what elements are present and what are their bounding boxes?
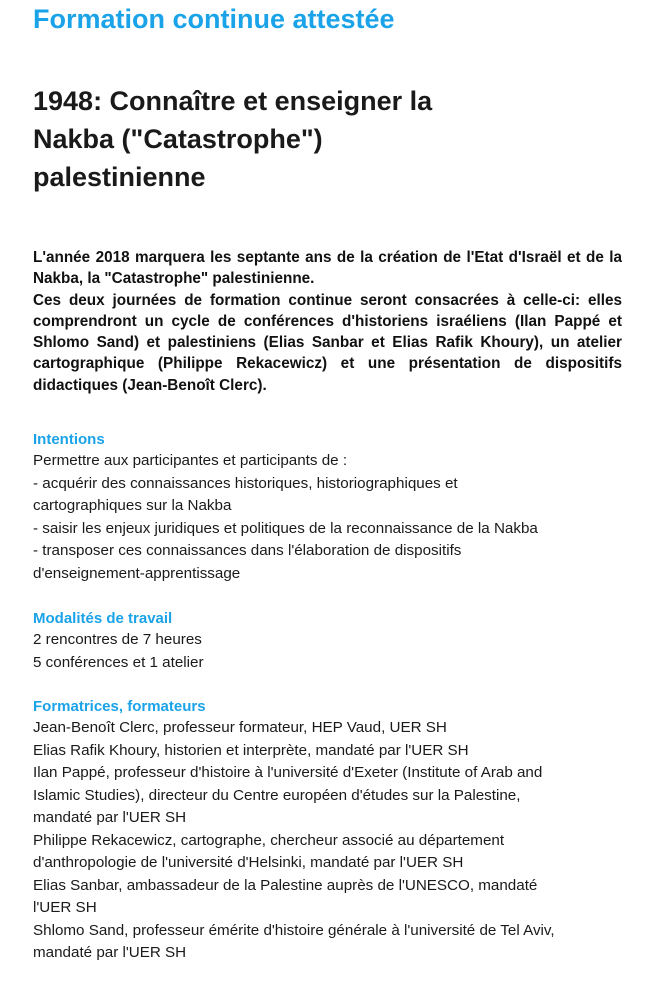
section-line: Jean-Benoît Clerc, professeur formateur, HEP Vaud, UER SH xyxy=(33,719,447,736)
section-formateurs xyxy=(33,696,633,965)
intro-paragraph: Ces deux journées de formation continue seront consacrées à celle-ci: elles comprendront un cycle de conférences d'historiens israéliens (Ilan Pappé et Shlomo Sand) et palestiniens (Elias Sanbar et Elias Rafik Khoury), un atelier cartographique (Philippe Rekacewicz) et une présentation de dispositifs didactiques (Jean-Benoît Clerc). xyxy=(33,291,622,394)
section-line: - transposer ces connaissances dans l'élaboration de dispositifs xyxy=(33,542,462,559)
document-kicker: Formation continue attestée xyxy=(33,4,395,34)
title-line: 1948: Connaître et enseigner la xyxy=(33,86,433,116)
section-intentions xyxy=(33,429,633,585)
section-line: Philippe Rekacewicz, cartographe, chercheur associé au département xyxy=(33,831,505,849)
section-line: Shlomo Sand, professeur émérite d'histoire générale à l'université de Tel Aviv, xyxy=(33,921,555,939)
section-line: mandaté par l'UER SH xyxy=(33,809,187,826)
section-line: d'enseignement-apprentissage xyxy=(33,564,241,582)
document-title xyxy=(33,82,503,196)
section-heading: Formatrices, formateurs xyxy=(33,698,206,715)
section-heading: Intentions xyxy=(33,431,105,448)
section-line: 5 conférences et 1 atelier xyxy=(33,653,204,671)
section-line: l'UER SH xyxy=(33,899,97,916)
title-line: Nakba ("Catastrophe") xyxy=(33,124,323,154)
intro-paragraph: L'année 2018 marquera les septante ans de la création de l'Etat d'Israël et de la Nakba, la "Catastrophe" palestinienne. xyxy=(33,249,622,288)
intro-text xyxy=(33,247,622,396)
section-line: cartographiques sur la Nakba xyxy=(33,497,232,514)
section-line: Ilan Pappé, professeur d'histoire à l'université d'Exeter (Institute of Arab and xyxy=(33,764,543,781)
section-line: Elias Rafik Khoury, historien et interprète, mandaté par l'UER SH xyxy=(33,741,469,759)
section-line: - saisir les enjeux juridiques et politiques de la reconnaissance de la Nakba xyxy=(33,519,538,537)
section-line: Elias Sanbar, ambassadeur de la Palestine auprès de l'UNESCO, mandaté xyxy=(33,876,538,894)
section-line: Islamic Studies), directeur du Centre européen d'études sur la Palestine, xyxy=(33,786,521,804)
section-line: Permettre aux participantes et participants de : xyxy=(33,452,348,469)
section-line: mandaté par l'UER SH xyxy=(33,944,187,961)
section-heading: Modalités de travail xyxy=(33,610,173,627)
section-line: d'anthropologie de l'université d'Helsinki, mandaté par l'UER SH xyxy=(33,854,464,871)
section-line: 2 rencontres de 7 heures xyxy=(33,631,202,648)
section-line: - acquérir des connaissances historiques, historiographiques et xyxy=(33,474,458,492)
title-line: palestinienne xyxy=(33,162,206,192)
section-modalites xyxy=(33,608,633,674)
